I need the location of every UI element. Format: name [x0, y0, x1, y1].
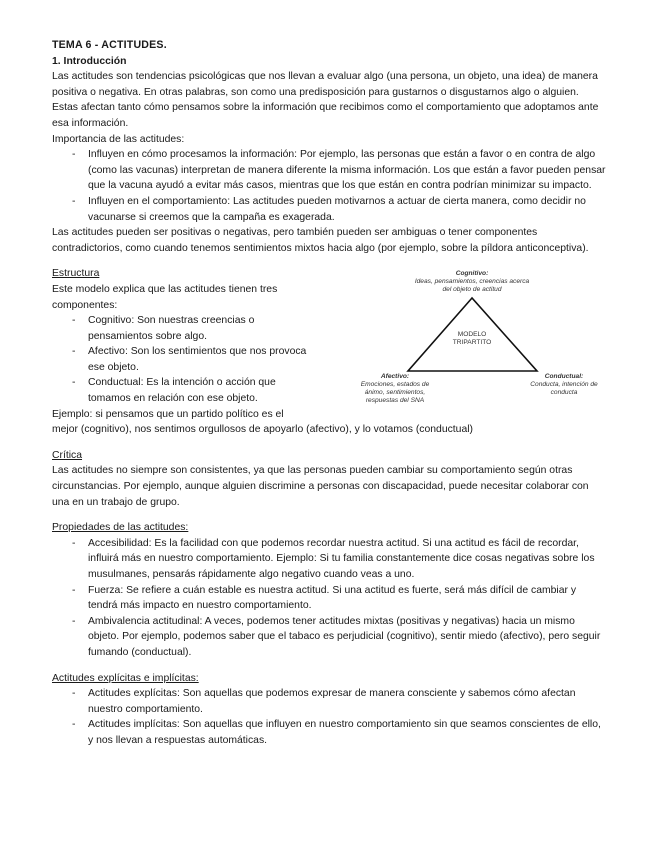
- explicit-implicit-heading: Actitudes explícitas e implícitas:: [52, 672, 199, 684]
- critica-heading: Crítica: [52, 449, 83, 461]
- structure-list: [52, 313, 320, 407]
- list-item: - Cognitivo: Son nuestras creencias o pensamientos sobre algo.: [52, 313, 320, 344]
- list-item: - Conductual: Es la intención o acción que tomamos en relación con ese objeto.: [52, 375, 320, 406]
- importance-list: [52, 147, 608, 225]
- list-item: - Actitudes implícitas: Son aquellas que influyen en nuestro comportamiento sin que seamos conscientes de ello, y nos llevan a respuestas automáticas.: [52, 717, 608, 748]
- document-page: [52, 38, 608, 749]
- list-item: - Accesibilidad: Es la facilidad con que podemos recordar nuestra actitud. Si una actitud es fácil de recordar, influirá más en nuestro comportamiento. Ejemplo: Si tu familia constantemente dice cosas negativas sobre los musulmanes, pensarás rápidamente algo negativo cuando veas a uno.: [52, 536, 608, 583]
- list-item: - Ambivalencia actitudinal: A veces, podemos tener actitudes mixtas (positivas y negativas) hacia un mismo objeto. Por ejemplo, podemos saber que el tabaco es perjudicial (cognitivo), sentir miedo (afectivo), pero seguir fumando (conductual).: [52, 614, 608, 661]
- conductual-desc-2: conducta: [550, 389, 578, 397]
- importance-label: Importancia de las actitudes:: [52, 133, 185, 145]
- cognitive-desc-2: del objeto de actitud: [442, 286, 502, 294]
- tripartite-diagram-svg: [352, 266, 612, 406]
- affective-desc-1: Emociones, estados de: [360, 381, 430, 389]
- list-item: - Influyen en el comportamiento: Las actitudes pueden motivarnos a actuar de cierta manera, como decidir no vacunarse si creemos que la campaña es exagerada.: [52, 194, 608, 225]
- conductual-desc-1: Conducta, intención de: [530, 381, 598, 389]
- center-label-2: TRIPARTITO: [452, 339, 492, 347]
- structure-example-line-1: Ejemplo: si pensamos que un partido político es el: [52, 408, 284, 420]
- document-title: TEMA 6 - ACTITUDES.: [52, 39, 167, 51]
- list-item: - Influyen en cómo procesamos la información: Por ejemplo, las personas que están a favor o en contra de algo (como las vacunas) interpretan de manera diferente la misma información. Los que están a favor pueden pensar que la vacuna ayudó a evitar más casos, mientras que los que están en contra podrían minimizar su impacto.: [52, 147, 608, 194]
- properties-list: [52, 536, 608, 661]
- properties-heading: Propiedades de las actitudes:: [52, 522, 189, 534]
- list-item: - Actitudes explícitas: Son aquellas que podemos expresar de manera consciente y sabemos cómo afectan nuestro comportamiento.: [52, 686, 608, 717]
- structure-example-line-2: mejor (cognitivo), nos sentimos orgullosos de apoyarlo (afectivo), y lo votamos (conductual): [52, 424, 474, 436]
- cognitive-title: Cognitivo:: [455, 270, 489, 278]
- structure-section: [52, 266, 608, 422]
- conductual-title: Conductual:: [544, 373, 584, 381]
- list-item: - Fuerza: Se refiere a cuán estable es nuestra actitud. Si una actitud es fuerte, será más difícil de cambiar y tendrá más impacto en nuestro comportamiento.: [52, 583, 608, 614]
- intro-paragraph-3: Las actitudes pueden ser positivas o negativas, pero también pueden ser ambiguas o tener componentes contradictorios, como cuando tenemos sentimientos mixtos hacia algo (por ejemplo, sobre la píldora anticonceptiva).: [52, 227, 589, 254]
- structure-intro: Este modelo explica que las actitudes tienen tres componentes:: [52, 283, 278, 311]
- intro-paragraph-2: Estas afectan tanto cómo pensamos sobre la información que recibimos como el comportamiento que adoptamos ante esa información.: [52, 102, 599, 129]
- critica-paragraph: Las actitudes no siempre son consistentes, ya que las personas pueden cambiar su comportamiento según otras circunstancias. Por ejemplo, aunque alguien discrimine a personas con discapacidad, puede necesitar colaborar con una en un trabajo de grupo.: [52, 465, 589, 508]
- affective-desc-3: respuestas del SNA: [365, 397, 425, 405]
- explicit-implicit-list: [52, 686, 608, 748]
- center-label-1: MODELO: [457, 331, 487, 339]
- cognitive-desc-1: Ideas, pensamientos, creencias acerca: [414, 278, 530, 286]
- tripartite-model-diagram: [352, 266, 612, 406]
- structure-heading: Estructura: [52, 268, 100, 280]
- intro-heading: 1. Introducción: [52, 55, 127, 67]
- intro-paragraph-1: Las actitudes son tendencias psicológicas que nos llevan a evaluar algo (una persona, un objeto, una idea) de manera positiva o negativa. En otras palabras, son como una predisposición para gustarnos o disgustarnos algo o alguien.: [52, 71, 598, 98]
- list-item: - Afectivo: Son los sentimientos que nos provoca ese objeto.: [52, 344, 320, 375]
- affective-desc-2: ánimo, sentimientos,: [364, 389, 426, 397]
- affective-title: Afectivo:: [380, 373, 410, 381]
